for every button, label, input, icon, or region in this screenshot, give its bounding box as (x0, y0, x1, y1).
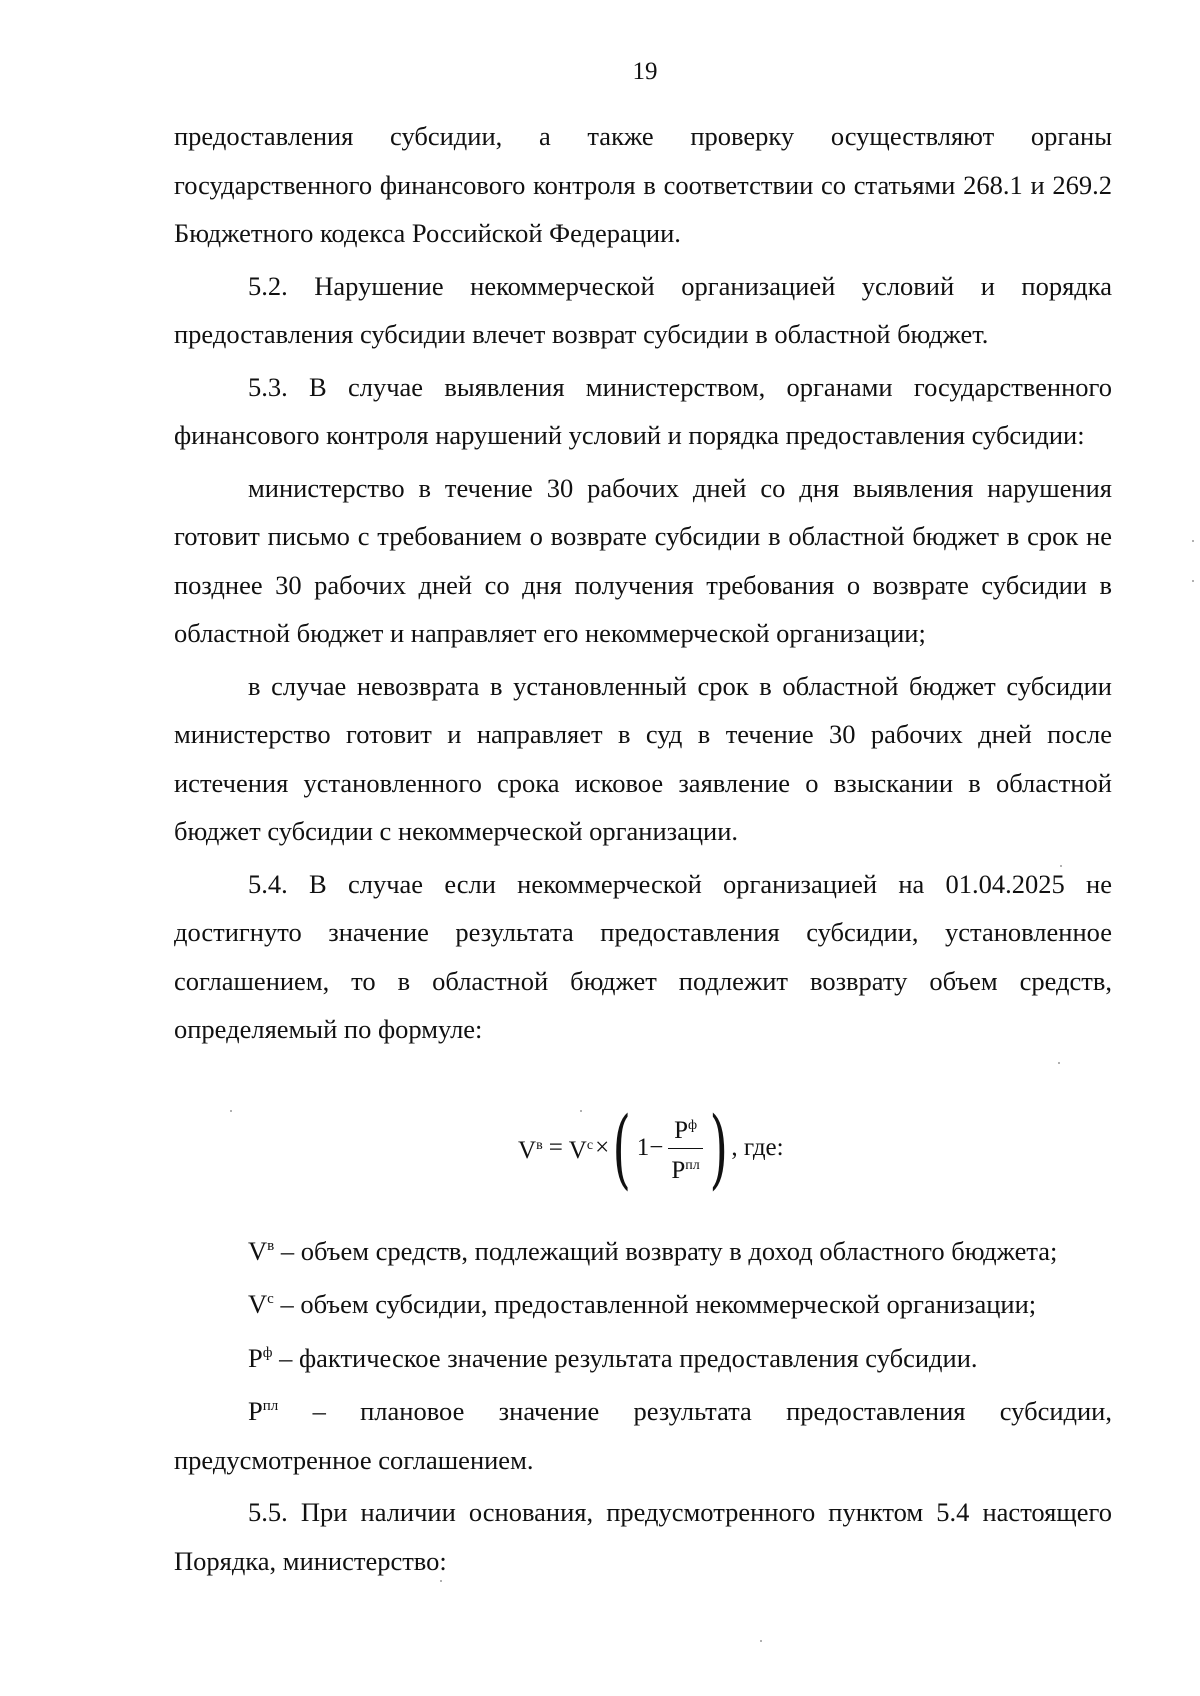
page-number: 19 (632, 58, 658, 85)
scan-speck (760, 1640, 762, 1642)
definition-subsidy-volume: $V^с$ – объем субсидии, предоставленной некоммерческой организации; (248, 1289, 1037, 1319)
scan-speck (230, 1110, 232, 1112)
paragraph-ministry-letter: министерство в течение 30 рабочих дней со дня выявления нарушения готовит письмо с требованием о возврате субсидии в областной бюджет в срок не позднее 30 рабочих дней со дня получения требования о возврате субсидии в областной бюджет и направляет его некоммерческой организации; (174, 472, 1112, 648)
formula-right-paren: ) (709, 1098, 728, 1199)
scan-speck (1192, 580, 1194, 582)
paragraph-5-1-continuation: предоставления субсидии, а также проверку осуществляют органы государственного финансового контроля в соответствии со статьями 268.1 и 269.2 Бюджетного кодекса Российской Федерации. (174, 121, 1112, 248)
definition-returned-volume: $V^в$ – объем средств, подлежащий возврату в доход областного бюджета; (248, 1235, 1058, 1266)
return-volume-formula (174, 1082, 1112, 1214)
paragraph-5-2: 5.2. Нарушение некоммерческой организацией условий и порядка предоставления субсидии влечет возврат субсидии в областной бюджет. (174, 270, 1112, 349)
scan-speck (1058, 1062, 1060, 1064)
formula-equals: = (548, 1134, 563, 1162)
formula-left-paren: ( (612, 1098, 632, 1199)
paragraph-5-5: 5.5. При наличии основания, предусмотренного пунктом 5.4 настоящего Порядка, министерство: (174, 1497, 1112, 1576)
document-body (174, 112, 1112, 1585)
formula-lhs: $V^в$ (518, 1136, 543, 1164)
formula-denominator: $Р^{пл}$ (671, 1157, 700, 1184)
definition-actual-result: $Р^ф$ – фактическое значение результата предоставления субсидии. (248, 1342, 978, 1373)
formula-where: , где: (731, 1134, 784, 1162)
definition-planned-result: $Р^{пл}$ – плановое значение результата предоставления субсидии, предусмотренное соглашением. (174, 1396, 1112, 1475)
scan-speck (1060, 865, 1062, 867)
paragraph-court-claim: в случае невозврата в установленный срок в областной бюджет субсидии министерство готовит и направляет в суд в течение 30 рабочих дней после истечения установленного срока исковое заявление о взыскании в областной бюджет субсидии с некоммерческой организации. (174, 670, 1112, 846)
formula-times: × (595, 1134, 610, 1162)
paragraph-5-3: 5.3. В случае выявления министерством, органами государственного финансового контроля нарушений условий и порядка предоставления субсидии: (174, 371, 1112, 450)
scan-speck (1192, 540, 1194, 542)
paragraph-5-4: 5.4. В случае если некоммерческой организацией на 01.04.2025 не достигнуто значение результата предоставления субсидии, установленное соглашением, то в областной бюджет подлежит возврату объем средств, определяемый по формуле: (174, 868, 1112, 1044)
scan-speck (580, 1110, 582, 1112)
formula-numerator: $Р^ф$ (668, 1111, 703, 1149)
formula-subsidy-volume: $V^с$ (568, 1136, 594, 1164)
scan-speck (440, 1580, 442, 1582)
formula-one-minus: 1− (636, 1134, 664, 1162)
formula-fraction (665, 1111, 705, 1186)
